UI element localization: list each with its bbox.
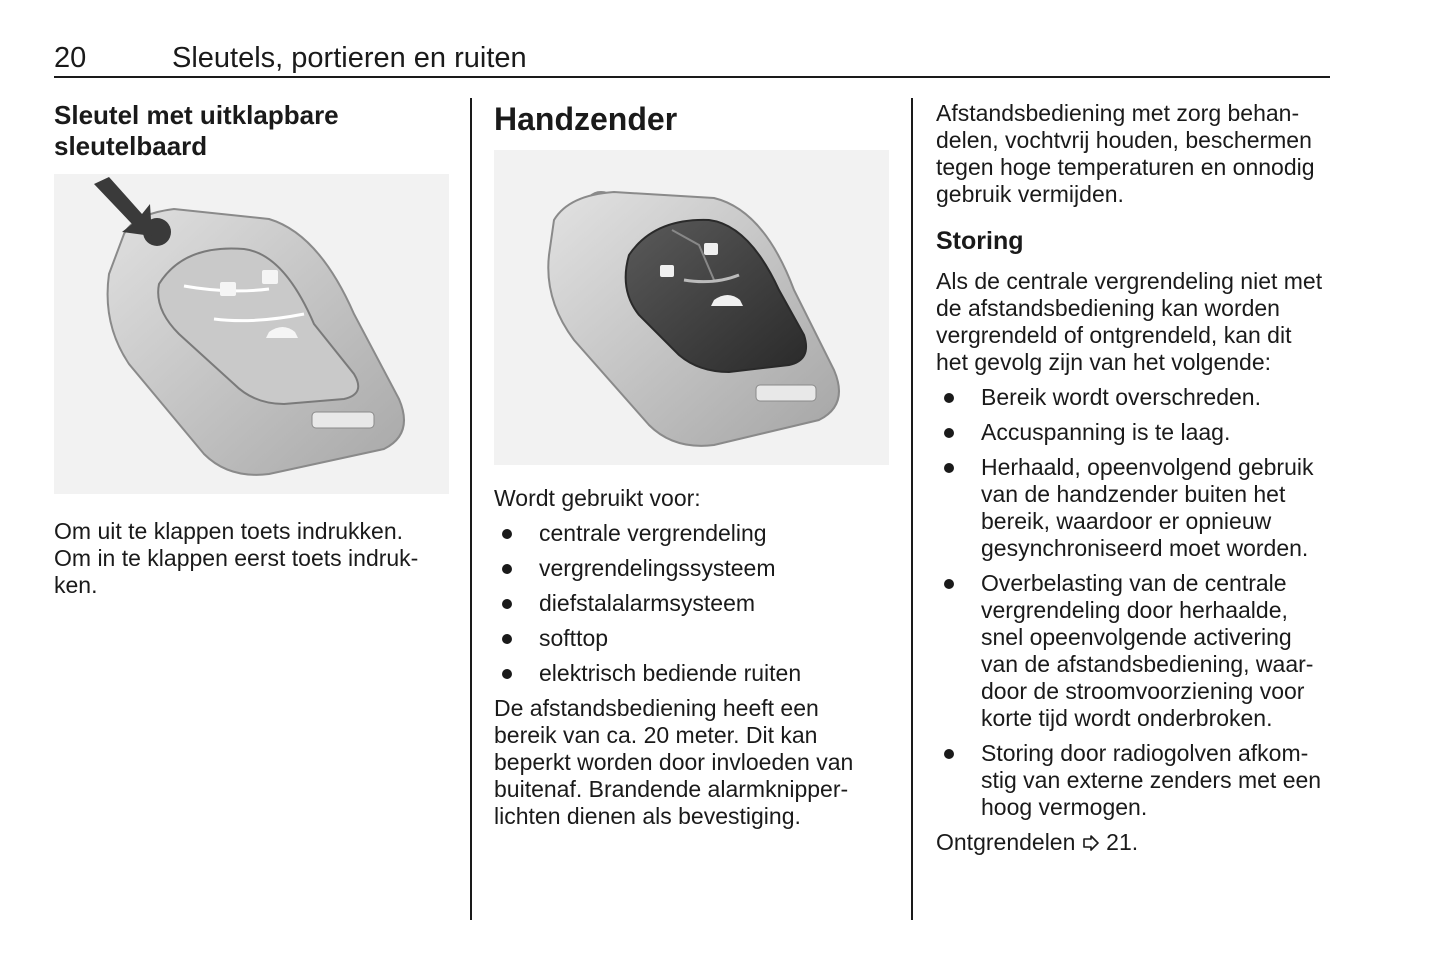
bullet-icon — [502, 599, 512, 609]
text-line: het gevolg zijn van het volgende: — [936, 349, 1272, 375]
text-line: Om in te klappen eerst toets indruk- — [54, 545, 419, 571]
text-line: vergrendeld of ontgrendeld, kan dit — [936, 322, 1292, 348]
list-item-text: Accuspanning is te laag. — [981, 419, 1231, 445]
list-item-text: door de stroomvoorziening voor — [981, 678, 1305, 704]
list-item-text: Storing door radiogolven afkom- — [981, 740, 1309, 766]
bullet-icon — [502, 634, 512, 644]
foldable-key-illustration — [54, 174, 449, 494]
column-divider-1 — [470, 98, 472, 920]
remote-control-illustration — [494, 150, 889, 465]
text-line: gebruik vermijden. — [936, 181, 1124, 207]
list-item-text: Bereik wordt overschreden. — [981, 384, 1261, 410]
list-item-text: van de afstandsbediening, waar- — [981, 651, 1314, 677]
column-3 — [936, 100, 1336, 856]
list-item-text: Herhaald, opeenvolgend gebruik — [981, 454, 1314, 480]
bullet-icon — [944, 749, 954, 759]
bullet-icon — [502, 529, 512, 539]
list-item-text: diefstalalarmsysteem — [539, 590, 756, 616]
list-item — [936, 384, 1336, 411]
bullet-icon — [944, 393, 954, 403]
bullet-icon — [944, 428, 954, 438]
heading-line: sleutelbaard — [54, 131, 208, 161]
list-item — [494, 555, 889, 582]
list-item — [494, 590, 889, 617]
cross-reference-label: Ontgrendelen — [936, 829, 1076, 855]
header-rule — [54, 76, 1330, 78]
page-number: 20 — [54, 42, 87, 74]
text-line: lichten dienen als bevestiging. — [494, 803, 801, 829]
list-item-text: vergrendeling door herhaalde, — [981, 597, 1288, 623]
text-line: bereik van ca. 20 meter. Dit kan — [494, 722, 818, 748]
text-line: ken. — [54, 572, 98, 598]
text-line: buitenaf. Brandende alarmknipper- — [494, 776, 849, 802]
column-divider-2 — [911, 98, 913, 920]
list-item-text: van de handzender buiten het — [981, 481, 1286, 507]
list-item — [494, 520, 889, 547]
list-item — [936, 419, 1336, 446]
list-item-text: elektrisch bediende ruiten — [539, 660, 802, 686]
text-line: tegen hoge temperaturen en onnodig — [936, 154, 1315, 180]
list-item-text: centrale vergrendeling — [539, 520, 767, 546]
text-line: delen, vochtvrij houden, beschermen — [936, 127, 1312, 153]
bullet-icon — [502, 564, 512, 574]
cross-reference[interactable] — [936, 829, 1336, 856]
list-item-text: hoog vermogen. — [981, 794, 1148, 820]
cross-reference-page: 21. — [1106, 829, 1139, 855]
arrow-reference-icon — [1082, 835, 1100, 851]
text-line: De afstandsbediening heeft een — [494, 695, 819, 721]
remote-range-paragraph — [494, 695, 889, 830]
list-item-text: stig van externe zenders met een — [981, 767, 1322, 793]
list-item-text: bereik, waardoor er opnieuw — [981, 508, 1272, 534]
remote-usage-intro: Wordt gebruikt voor: — [494, 485, 701, 511]
list-item — [936, 570, 1336, 732]
list-item — [936, 740, 1336, 821]
text-line: Afstandsbediening met zorg behan- — [936, 100, 1300, 126]
list-item-text: snel opeenvolgende activering — [981, 624, 1292, 650]
remote-usage-list — [494, 520, 889, 687]
list-item — [936, 454, 1336, 562]
bullet-icon — [944, 579, 954, 589]
subheading-storing: Storing — [936, 227, 1024, 255]
text-line: Om uit te klappen toets indrukken. — [54, 518, 404, 544]
list-item — [494, 660, 889, 687]
list-item-text: vergrendelingssysteem — [539, 555, 776, 581]
text-line: beperkt worden door invloeden van — [494, 749, 854, 775]
list-item-text: korte tijd wordt onderbroken. — [981, 705, 1273, 731]
care-paragraph — [936, 100, 1336, 208]
text-line: de afstandsbediening kan worden — [936, 295, 1280, 321]
bullet-icon — [502, 669, 512, 679]
list-item-text: softtop — [539, 625, 609, 651]
column-2 — [494, 100, 889, 830]
column-1 — [54, 100, 454, 599]
page-title: Sleutels, portieren en ruiten — [172, 42, 527, 74]
list-item-text: Overbelasting van de centrale — [981, 570, 1287, 596]
heading-line: Sleutel met uitklapbare — [54, 100, 339, 130]
text-line: Als de centrale vergrendeling niet met — [936, 268, 1323, 294]
list-item-text: gesynchroniseerd moet worden. — [981, 535, 1309, 561]
section-heading-foldable-key — [54, 100, 454, 162]
section-heading-remote: Handzender — [494, 101, 678, 137]
fault-causes-list — [936, 384, 1336, 821]
list-item — [494, 625, 889, 652]
foldable-key-instructions — [54, 518, 454, 599]
bullet-icon — [944, 463, 954, 473]
fault-intro-paragraph — [936, 268, 1336, 376]
